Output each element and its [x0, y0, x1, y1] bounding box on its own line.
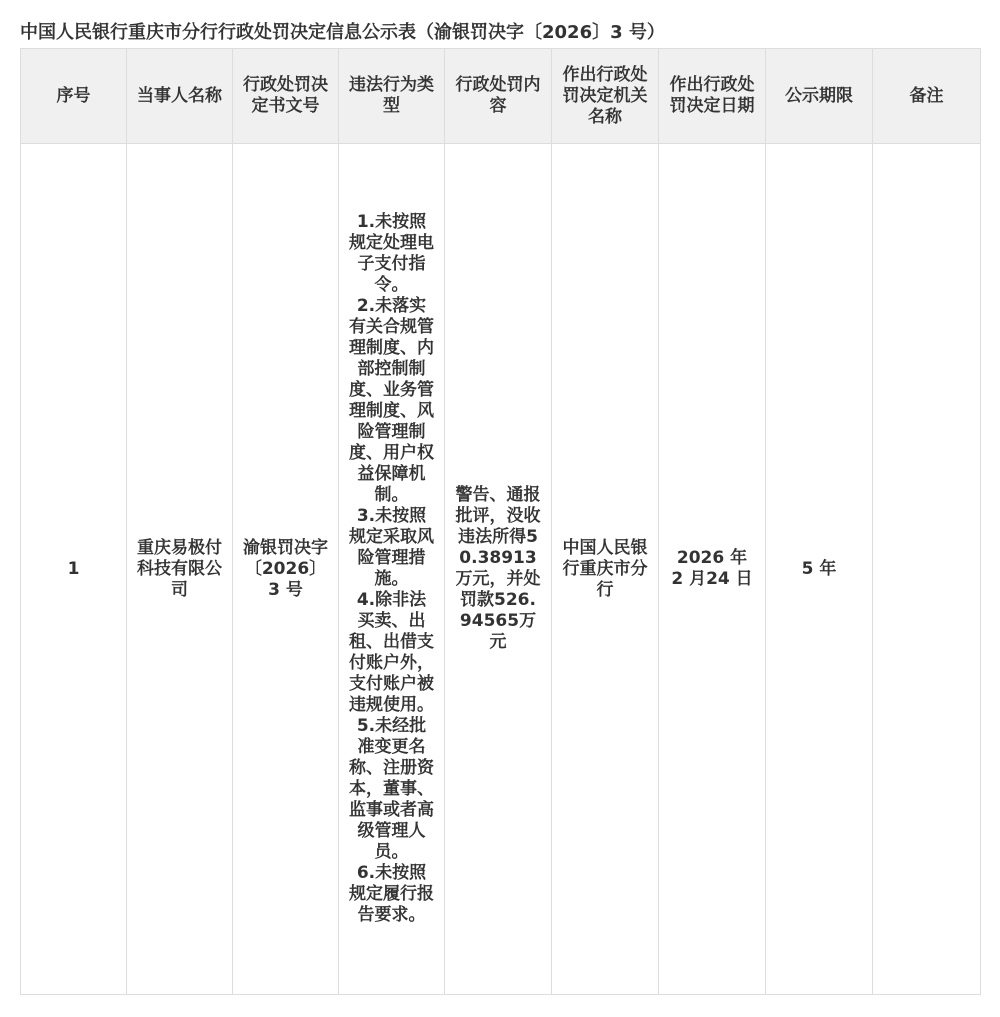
header-decision-date: 作出行政处罚决定日期: [659, 49, 766, 144]
cell-penalty-content: 警告、通报批评，没收违法所得50.38913万元，并处罚款526.94565万元: [445, 144, 552, 995]
cell-remark: [873, 144, 981, 995]
cell-party-name: 重庆易极付科技有限公司: [127, 144, 233, 995]
page-title: 中国人民银行重庆市分行行政处罚决定信息公示表（渝银罚决字〔2026〕3 号）: [20, 22, 665, 43]
table-row: [21, 144, 981, 995]
header-penalty-content: 行政处罚内容: [445, 49, 552, 144]
header-remark: 备注: [873, 49, 981, 144]
header-index: 序号: [21, 49, 127, 144]
penalty-info-table: [20, 48, 981, 995]
cell-index: 1: [21, 144, 127, 995]
cell-decision-date: 2026 年 2 月24 日: [659, 144, 766, 995]
header-publicity-period: 公示期限: [766, 49, 873, 144]
header-party-name: 当事人名称: [127, 49, 233, 144]
cell-document-number: 渝银罚决字〔2026〕3 号: [233, 144, 339, 995]
cell-publicity-period: 5 年: [766, 144, 873, 995]
cell-violation-type: 1.未按照规定处理电子支付指令。 2.未落实有关合规管理制度、内部控制制度、业务管理制度、风险管理制度、用户权益保障机制。 3.未按照规定采取风险管理措施。 4.除非法买卖、出租、出借支付账户外，支付账户被违规使用。 5.未经批准变更名称、注册资本，董事、监事或者高级管理人员。 6.未按照规定履行报告要求。: [339, 144, 445, 995]
header-authority-name: 作出行政处罚决定机关名称: [552, 49, 659, 144]
table-header-row: [21, 49, 981, 144]
header-violation-type: 违法行为类型: [339, 49, 445, 144]
header-document-number: 行政处罚决定书文号: [233, 49, 339, 144]
cell-authority-name: 中国人民银行重庆市分行: [552, 144, 659, 995]
